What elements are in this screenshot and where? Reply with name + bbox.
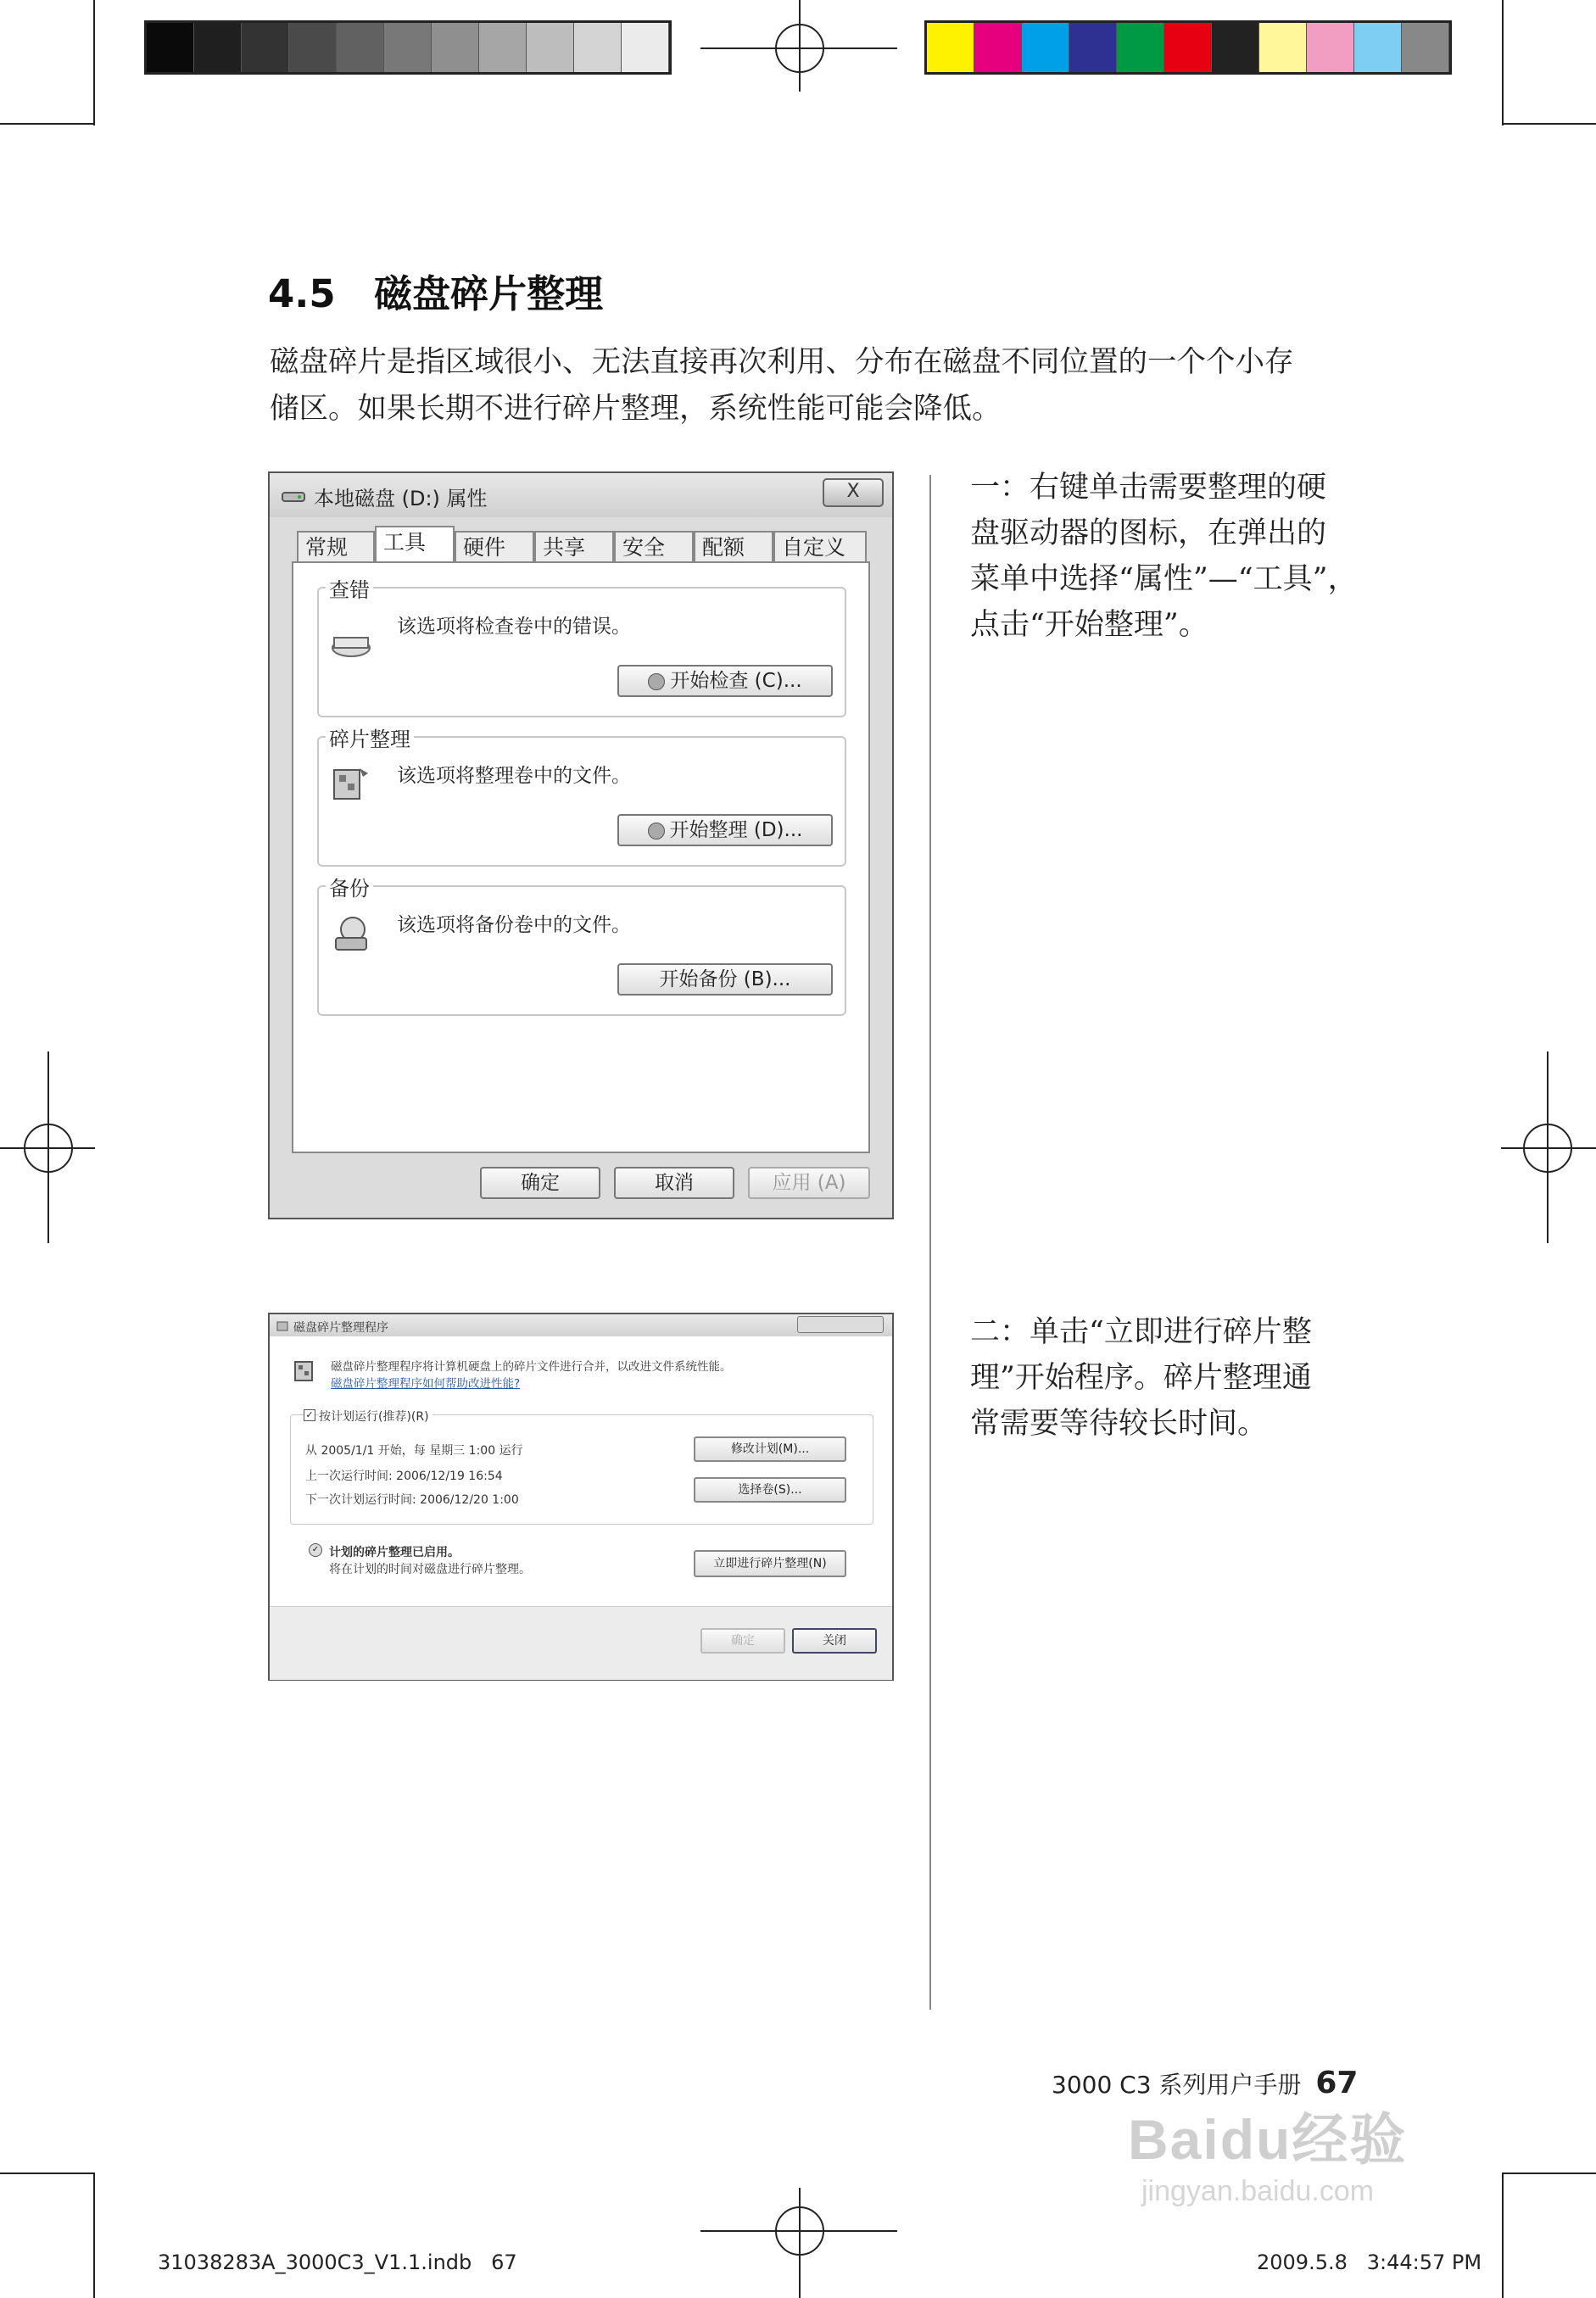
check-now-label: 开始检查 (C)... [670, 670, 802, 692]
gray-swatch [242, 23, 289, 72]
defragment-now-button[interactable] [617, 814, 833, 846]
close-button[interactable]: 关闭 [792, 1628, 877, 1654]
group-label: 碎片整理 [326, 722, 414, 752]
select-volumes-button[interactable]: 选择卷(S)... [694, 1477, 846, 1503]
tab-security[interactable]: 安全 [614, 531, 694, 563]
close-button[interactable] [823, 478, 884, 507]
schedule-checkbox[interactable]: ✓ [304, 1409, 315, 1421]
grayscale-color-bar [144, 20, 672, 75]
ok-button[interactable]: 确定 [480, 1167, 600, 1199]
step-1-line: 点击“开始整理”。 [970, 608, 1208, 642]
disk-properties-dialog [268, 471, 894, 1219]
shield-icon [648, 673, 665, 690]
tools-tab-panel [292, 561, 870, 1153]
status-text: 将在计划的时间对磁盘进行碎片整理。 [329, 1563, 531, 1576]
intro-line-1: 磁盘碎片是指区域很小、无法直接再次利用、分布在磁盘不同位置的一个个小存 [270, 345, 1294, 379]
gray-swatch [337, 23, 384, 72]
page-number: 67 [1315, 2066, 1359, 2100]
group-description: 该选项将备份卷中的文件。 [397, 914, 631, 936]
status-check-icon: ✓ [309, 1543, 322, 1557]
gray-swatch [384, 23, 432, 72]
defrag-icon [331, 761, 371, 807]
section-heading [268, 263, 603, 318]
modify-schedule-button[interactable]: 修改计划(M)... [694, 1436, 846, 1462]
check-now-button[interactable] [617, 665, 833, 697]
backup-now-label: 开始备份 (B)... [659, 968, 791, 990]
color-swatch [1259, 23, 1307, 72]
step-2-line: 常需要等待较长时间。 [970, 1407, 1268, 1441]
backup-group [317, 877, 846, 1016]
color-swatch [1307, 23, 1354, 72]
watermark-url: jingyan.baidu.com [1141, 2175, 1375, 2207]
error-check-group [317, 578, 846, 717]
tab-tools[interactable]: 工具 [375, 526, 455, 563]
file-slug: 31038283A_3000C3_V1.1.indb 67 [158, 2251, 517, 2274]
color-swatch [1212, 23, 1259, 72]
color-swatch [1354, 23, 1402, 72]
color-swatch [974, 23, 1022, 72]
defragment-now-button[interactable]: 立即进行碎片整理(N) [694, 1550, 846, 1577]
shield-icon [648, 823, 665, 839]
group-description: 该选项将整理卷中的文件。 [397, 765, 631, 787]
gray-swatch [432, 23, 479, 72]
gray-swatch [622, 23, 669, 72]
last-run-text: 上一次运行时间: 2006/12/19 16:54 [305, 1470, 503, 1483]
disk-check-icon [331, 626, 371, 663]
step-2-instructions [970, 1309, 1360, 1447]
column-divider [929, 475, 931, 2010]
disk-defragmenter-dialog [268, 1313, 894, 1681]
step-1-instructions [970, 465, 1360, 648]
color-swatch [1402, 23, 1449, 72]
manual-name: 3000 C3 系列用户手册 [1052, 2071, 1302, 2099]
status-title: 计划的碎片整理已启用。 [329, 1546, 460, 1559]
step-1-line: 一：右键单击需要整理的硬 [970, 471, 1327, 505]
tab-hardware[interactable]: 硬件 [455, 531, 534, 563]
next-run-text: 下一次计划运行时间: 2006/12/20 1:00 [305, 1493, 519, 1507]
baidu-watermark [1128, 2094, 1501, 2205]
color-swatch [1164, 23, 1212, 72]
dialog-title: 磁盘碎片整理程序 [293, 1321, 388, 1335]
color-swatch [927, 23, 974, 72]
tab-quota[interactable]: 配额 [694, 531, 773, 563]
defrag-group [317, 728, 846, 867]
group-description: 该选项将检查卷中的错误。 [397, 616, 631, 638]
backup-icon [331, 914, 373, 960]
group-label: 查错 [326, 573, 373, 603]
section-title: 磁盘碎片整理 [374, 271, 604, 316]
print-date: 2009.5.8 3:44:57 PM [1257, 2251, 1482, 2274]
intro-line-2: 储区。如果长期不进行碎片整理，系统性能可能会降低。 [270, 392, 1002, 426]
tab-general[interactable]: 常规 [297, 531, 375, 563]
gray-swatch [147, 23, 194, 72]
cancel-button[interactable]: 取消 [614, 1167, 734, 1199]
ok-button[interactable]: 确定 [700, 1628, 785, 1654]
schedule-text: 从 2005/1/1 开始，每 星期三 1:00 运行 [305, 1444, 523, 1458]
apply-button[interactable]: 应用 (A) [748, 1167, 870, 1199]
schedule-checkbox-label: 按计划运行(推荐)(R) [319, 1408, 432, 1425]
defrag-app-icon [276, 1319, 288, 1336]
tab-sharing[interactable]: 共享 [534, 531, 614, 563]
defrag-icon [293, 1357, 319, 1387]
group-label: 备份 [326, 872, 373, 901]
step-1-line: 菜单中选择“属性”—“工具”， [970, 562, 1358, 596]
defragment-now-label: 开始整理 (D)... [669, 819, 803, 841]
description-text: 磁盘碎片整理程序将计算机硬盘上的碎片文件进行合并，以改进文件系统性能。 [331, 1360, 732, 1374]
color-swatch [1069, 23, 1117, 72]
process-color-bar [924, 20, 1452, 75]
gray-swatch [527, 23, 574, 72]
section-number: 4.5 [268, 271, 336, 316]
gray-swatch [574, 23, 622, 72]
intro-paragraph [270, 339, 1364, 432]
window-controls [797, 1316, 884, 1333]
step-2-line: 理”开始程序。碎片整理通 [970, 1361, 1312, 1395]
color-swatch [1117, 23, 1164, 72]
step-2-line: 二：单击“立即进行碎片整 [970, 1315, 1312, 1349]
tab-customize[interactable]: 自定义 [773, 531, 867, 563]
dialog-title: 本地磁盘 (D:) 属性 [314, 487, 488, 510]
step-1-line: 盘驱动器的图标，在弹出的 [970, 516, 1327, 550]
watermark-logo: Baidu经验 [1128, 2108, 1408, 2171]
help-link[interactable]: 磁盘碎片整理程序如何帮助改进性能? [331, 1377, 521, 1391]
color-swatch [1022, 23, 1069, 72]
gray-swatch [194, 23, 242, 72]
gray-swatch [289, 23, 337, 72]
drive-icon [282, 488, 305, 509]
backup-now-button[interactable] [617, 963, 833, 996]
gray-swatch [479, 23, 527, 72]
close-icon: X [846, 481, 860, 502]
